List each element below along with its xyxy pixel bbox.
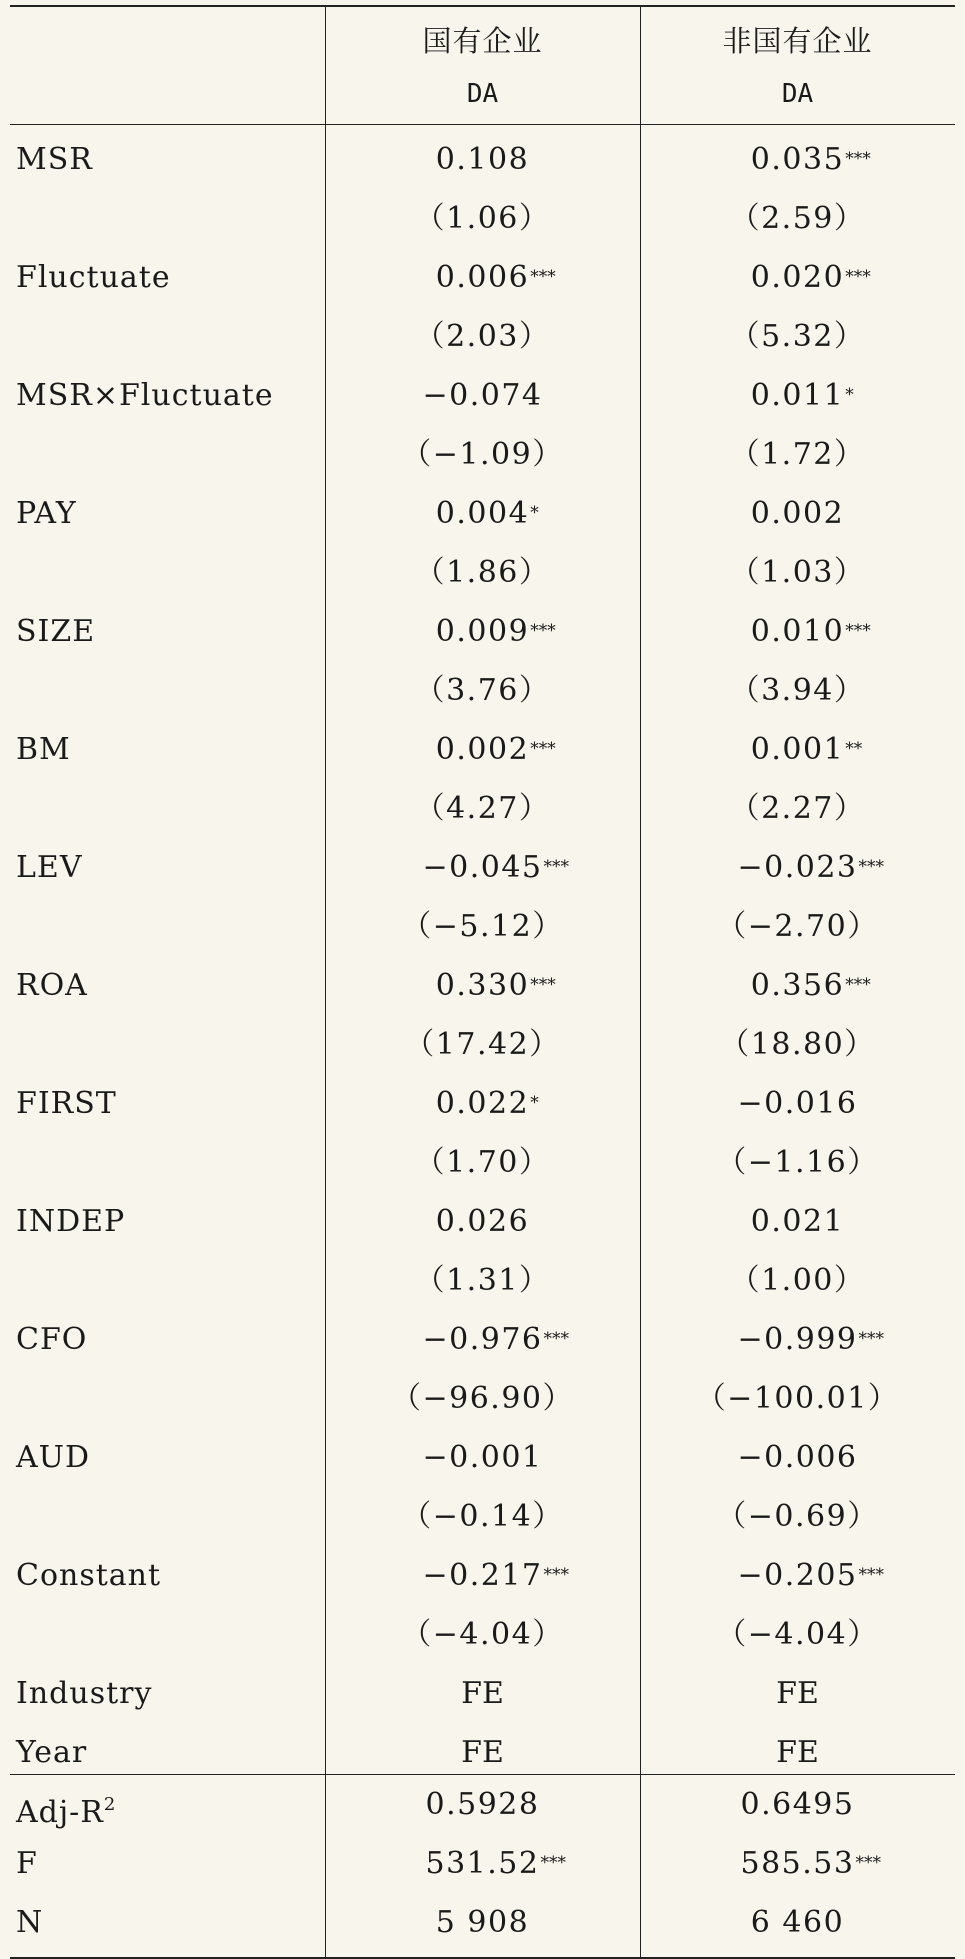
coef-nsoe (640, 1546, 955, 1605)
coef-soe-value: −0.217 (422, 1558, 543, 1593)
coef-soe-value: 0.004 (435, 496, 530, 531)
coef-nsoe-value: −0.205 (737, 1558, 858, 1593)
fe-nsoe: FE (776, 1676, 819, 1711)
coef-nsoe-significance: *** (858, 1565, 885, 1585)
tstat-soe: （1.70） (414, 1145, 551, 1180)
coef-soe-value: 0.108 (435, 142, 530, 177)
row-label: AUD (16, 1440, 91, 1475)
tstat-soe: （−4.04） (401, 1617, 564, 1652)
tstat-soe: （1.86） (414, 555, 551, 590)
coef-nsoe-value: 0.001 (750, 732, 845, 767)
table-header (10, 7, 955, 125)
coef-soe (325, 602, 640, 661)
coef-soe-value: 0.026 (435, 1204, 530, 1239)
coef-soe (325, 248, 640, 307)
coef-nsoe (640, 366, 955, 425)
table-row-coefficient (10, 484, 955, 543)
n-nsoe: 6 460 (750, 1905, 845, 1940)
table-row-tstat (10, 1133, 955, 1192)
coef-soe-significance: *** (530, 975, 556, 995)
coef-nsoe-significance: ** (845, 739, 863, 759)
tstat-soe: （17.42） (404, 1027, 561, 1062)
coef-soe-significance: *** (543, 857, 570, 877)
coef-nsoe-significance: *** (845, 975, 871, 995)
n-soe: 5 908 (435, 1905, 530, 1940)
coef-soe-value: 0.006 (435, 260, 530, 295)
coef-nsoe-significance: *** (858, 1329, 885, 1349)
tstat-nsoe: （1.00） (729, 1263, 866, 1298)
coef-soe-significance: * (530, 503, 539, 523)
coef-nsoe-value: 0.010 (750, 614, 845, 649)
coef-soe (325, 366, 640, 425)
f-nsoe: 585.53 *** (740, 1846, 881, 1881)
coef-nsoe-value: −0.023 (737, 850, 858, 885)
tstat-nsoe: （18.80） (719, 1027, 876, 1062)
coef-soe-significance: *** (543, 1329, 570, 1349)
tstat-soe: （4.27） (414, 791, 551, 826)
coef-nsoe-significance: *** (845, 149, 871, 169)
row-label: ROA (16, 968, 88, 1003)
table-row-n (10, 1893, 955, 1952)
coef-soe (325, 130, 640, 189)
table-row-coefficient (10, 1310, 955, 1369)
coef-nsoe-value: −0.016 (737, 1086, 858, 1121)
coef-nsoe-value: 0.020 (750, 260, 845, 295)
row-label: Constant (16, 1558, 162, 1593)
coef-soe-value: −0.074 (422, 378, 543, 413)
table-row-f (10, 1834, 955, 1893)
coef-nsoe (640, 130, 955, 189)
table-row-tstat (10, 1251, 955, 1310)
coef-soe (325, 1192, 640, 1251)
table-row-coefficient (10, 1074, 955, 1133)
coef-soe (325, 1428, 640, 1487)
table-row-tstat (10, 543, 955, 602)
coef-nsoe-value: 0.035 (750, 142, 845, 177)
coef-nsoe (640, 956, 955, 1015)
tstat-nsoe: （−2.70） (716, 909, 879, 944)
coef-soe (325, 838, 640, 897)
coef-soe-significance: *** (530, 267, 556, 287)
coef-nsoe-value: 0.011 (750, 378, 845, 413)
coef-soe (325, 1546, 640, 1605)
row-label: Fluctuate (16, 260, 171, 295)
table-row-tstat (10, 189, 955, 248)
table-stats (10, 1774, 955, 1952)
table-row-tstat (10, 779, 955, 838)
f-soe: 531.52 *** (425, 1846, 566, 1881)
coef-nsoe-value: −0.006 (737, 1440, 858, 1475)
tstat-soe: （−1.09） (401, 437, 564, 472)
coef-soe-value: −0.976 (422, 1322, 543, 1357)
row-label: FIRST (16, 1086, 117, 1121)
coef-nsoe-value: 0.002 (750, 496, 845, 531)
coef-soe (325, 484, 640, 543)
row-label: SIZE (16, 614, 96, 649)
coef-soe-value: −0.001 (422, 1440, 543, 1475)
row-label: Industry (16, 1676, 153, 1711)
table-row-tstat (10, 425, 955, 484)
tstat-soe: （−96.90） (390, 1381, 575, 1416)
coef-soe-value: 0.330 (435, 968, 530, 1003)
coef-nsoe (640, 484, 955, 543)
coef-soe-significance: *** (543, 1565, 570, 1585)
tstat-soe: （−5.12） (401, 909, 564, 944)
tstat-nsoe: （−0.69） (716, 1499, 879, 1534)
tstat-nsoe: （1.03） (729, 555, 866, 590)
coef-nsoe (640, 602, 955, 661)
fe-soe: FE (461, 1676, 504, 1711)
coef-nsoe (640, 1192, 955, 1251)
table-row-fixed-effect (10, 1664, 955, 1723)
coef-soe-value: 0.022 (435, 1086, 530, 1121)
table-row-coefficient (10, 956, 955, 1015)
table-row-tstat (10, 1605, 955, 1664)
fe-nsoe: FE (776, 1735, 819, 1770)
table-row-coefficient (10, 1428, 955, 1487)
tstat-nsoe: （−1.16） (716, 1145, 879, 1180)
table-row-tstat (10, 1369, 955, 1428)
tstat-soe: （−0.14） (401, 1499, 564, 1534)
coef-nsoe (640, 720, 955, 779)
row-label: Year (16, 1735, 88, 1770)
tstat-nsoe: （1.72） (729, 437, 866, 472)
row-label-n: N (16, 1905, 44, 1940)
coef-soe-significance: *** (530, 621, 556, 641)
coef-soe-value: 0.002 (435, 732, 530, 767)
header-nsoe-title: 非国有企业 (722, 24, 873, 58)
row-label: MSR (16, 142, 93, 177)
row-label: INDEP (16, 1204, 126, 1239)
header-soe-dependent: DA (466, 79, 499, 109)
header-soe-title: 国有企业 (422, 24, 543, 58)
tstat-soe: （1.06） (414, 201, 551, 236)
row-label: CFO (16, 1322, 88, 1357)
table-row-coefficient (10, 248, 955, 307)
adjr2-soe: 0.5928 (425, 1787, 540, 1822)
tstat-nsoe: （−4.04） (716, 1617, 879, 1652)
header-nsoe-dependent: DA (781, 79, 814, 109)
coef-soe-value: 0.009 (435, 614, 530, 649)
coef-nsoe-significance: * (845, 385, 854, 405)
row-label: PAY (16, 496, 77, 531)
coef-nsoe (640, 1310, 955, 1369)
tstat-soe: （1.31） (414, 1263, 551, 1298)
table-body (10, 130, 955, 1782)
tstat-nsoe: （3.94） (729, 673, 866, 708)
table-row-coefficient (10, 1192, 955, 1251)
table-row-coefficient (10, 720, 955, 779)
coef-soe-significance: * (530, 1093, 539, 1113)
tstat-soe: （3.76） (414, 673, 551, 708)
table-row-coefficient (10, 838, 955, 897)
tstat-nsoe: （2.59） (729, 201, 866, 236)
coef-soe-significance: *** (530, 739, 556, 759)
table-row-tstat (10, 1487, 955, 1546)
table-row-coefficient (10, 366, 955, 425)
fe-soe: FE (461, 1735, 504, 1770)
coef-soe-value: −0.045 (422, 850, 543, 885)
coef-nsoe-value: 0.356 (750, 968, 845, 1003)
row-label: LEV (16, 850, 83, 885)
coef-soe (325, 956, 640, 1015)
tstat-soe: （2.03） (414, 319, 551, 354)
table-row-adjr2 (10, 1775, 955, 1834)
table-row-tstat (10, 661, 955, 720)
table-row-tstat (10, 897, 955, 956)
row-label-adjr2: Adj-$R^2$ (16, 1794, 117, 1830)
coef-soe (325, 720, 640, 779)
table-row-tstat (10, 307, 955, 366)
coef-nsoe-value: −0.999 (737, 1322, 858, 1357)
coef-nsoe (640, 838, 955, 897)
row-label: BM (16, 732, 71, 767)
coef-nsoe (640, 1428, 955, 1487)
regression-table (10, 5, 955, 1959)
tstat-nsoe: （2.27） (729, 791, 866, 826)
table-row-coefficient (10, 1546, 955, 1605)
coef-nsoe (640, 1074, 955, 1133)
coef-soe (325, 1074, 640, 1133)
tstat-nsoe: （−100.01） (695, 1381, 900, 1416)
adjr2-nsoe: 0.6495 (740, 1787, 855, 1822)
table-row-coefficient (10, 602, 955, 661)
row-label-f: F (16, 1846, 38, 1881)
row-label: MSR×Fluctuate (16, 378, 274, 413)
table-row-tstat (10, 1015, 955, 1074)
coef-nsoe-significance: *** (845, 267, 871, 287)
table-row-coefficient (10, 130, 955, 189)
coef-soe (325, 1310, 640, 1369)
coef-nsoe-value: 0.021 (750, 1204, 845, 1239)
coef-nsoe-significance: *** (858, 857, 885, 877)
tstat-nsoe: （5.32） (729, 319, 866, 354)
coef-nsoe (640, 248, 955, 307)
coef-nsoe-significance: *** (845, 621, 871, 641)
